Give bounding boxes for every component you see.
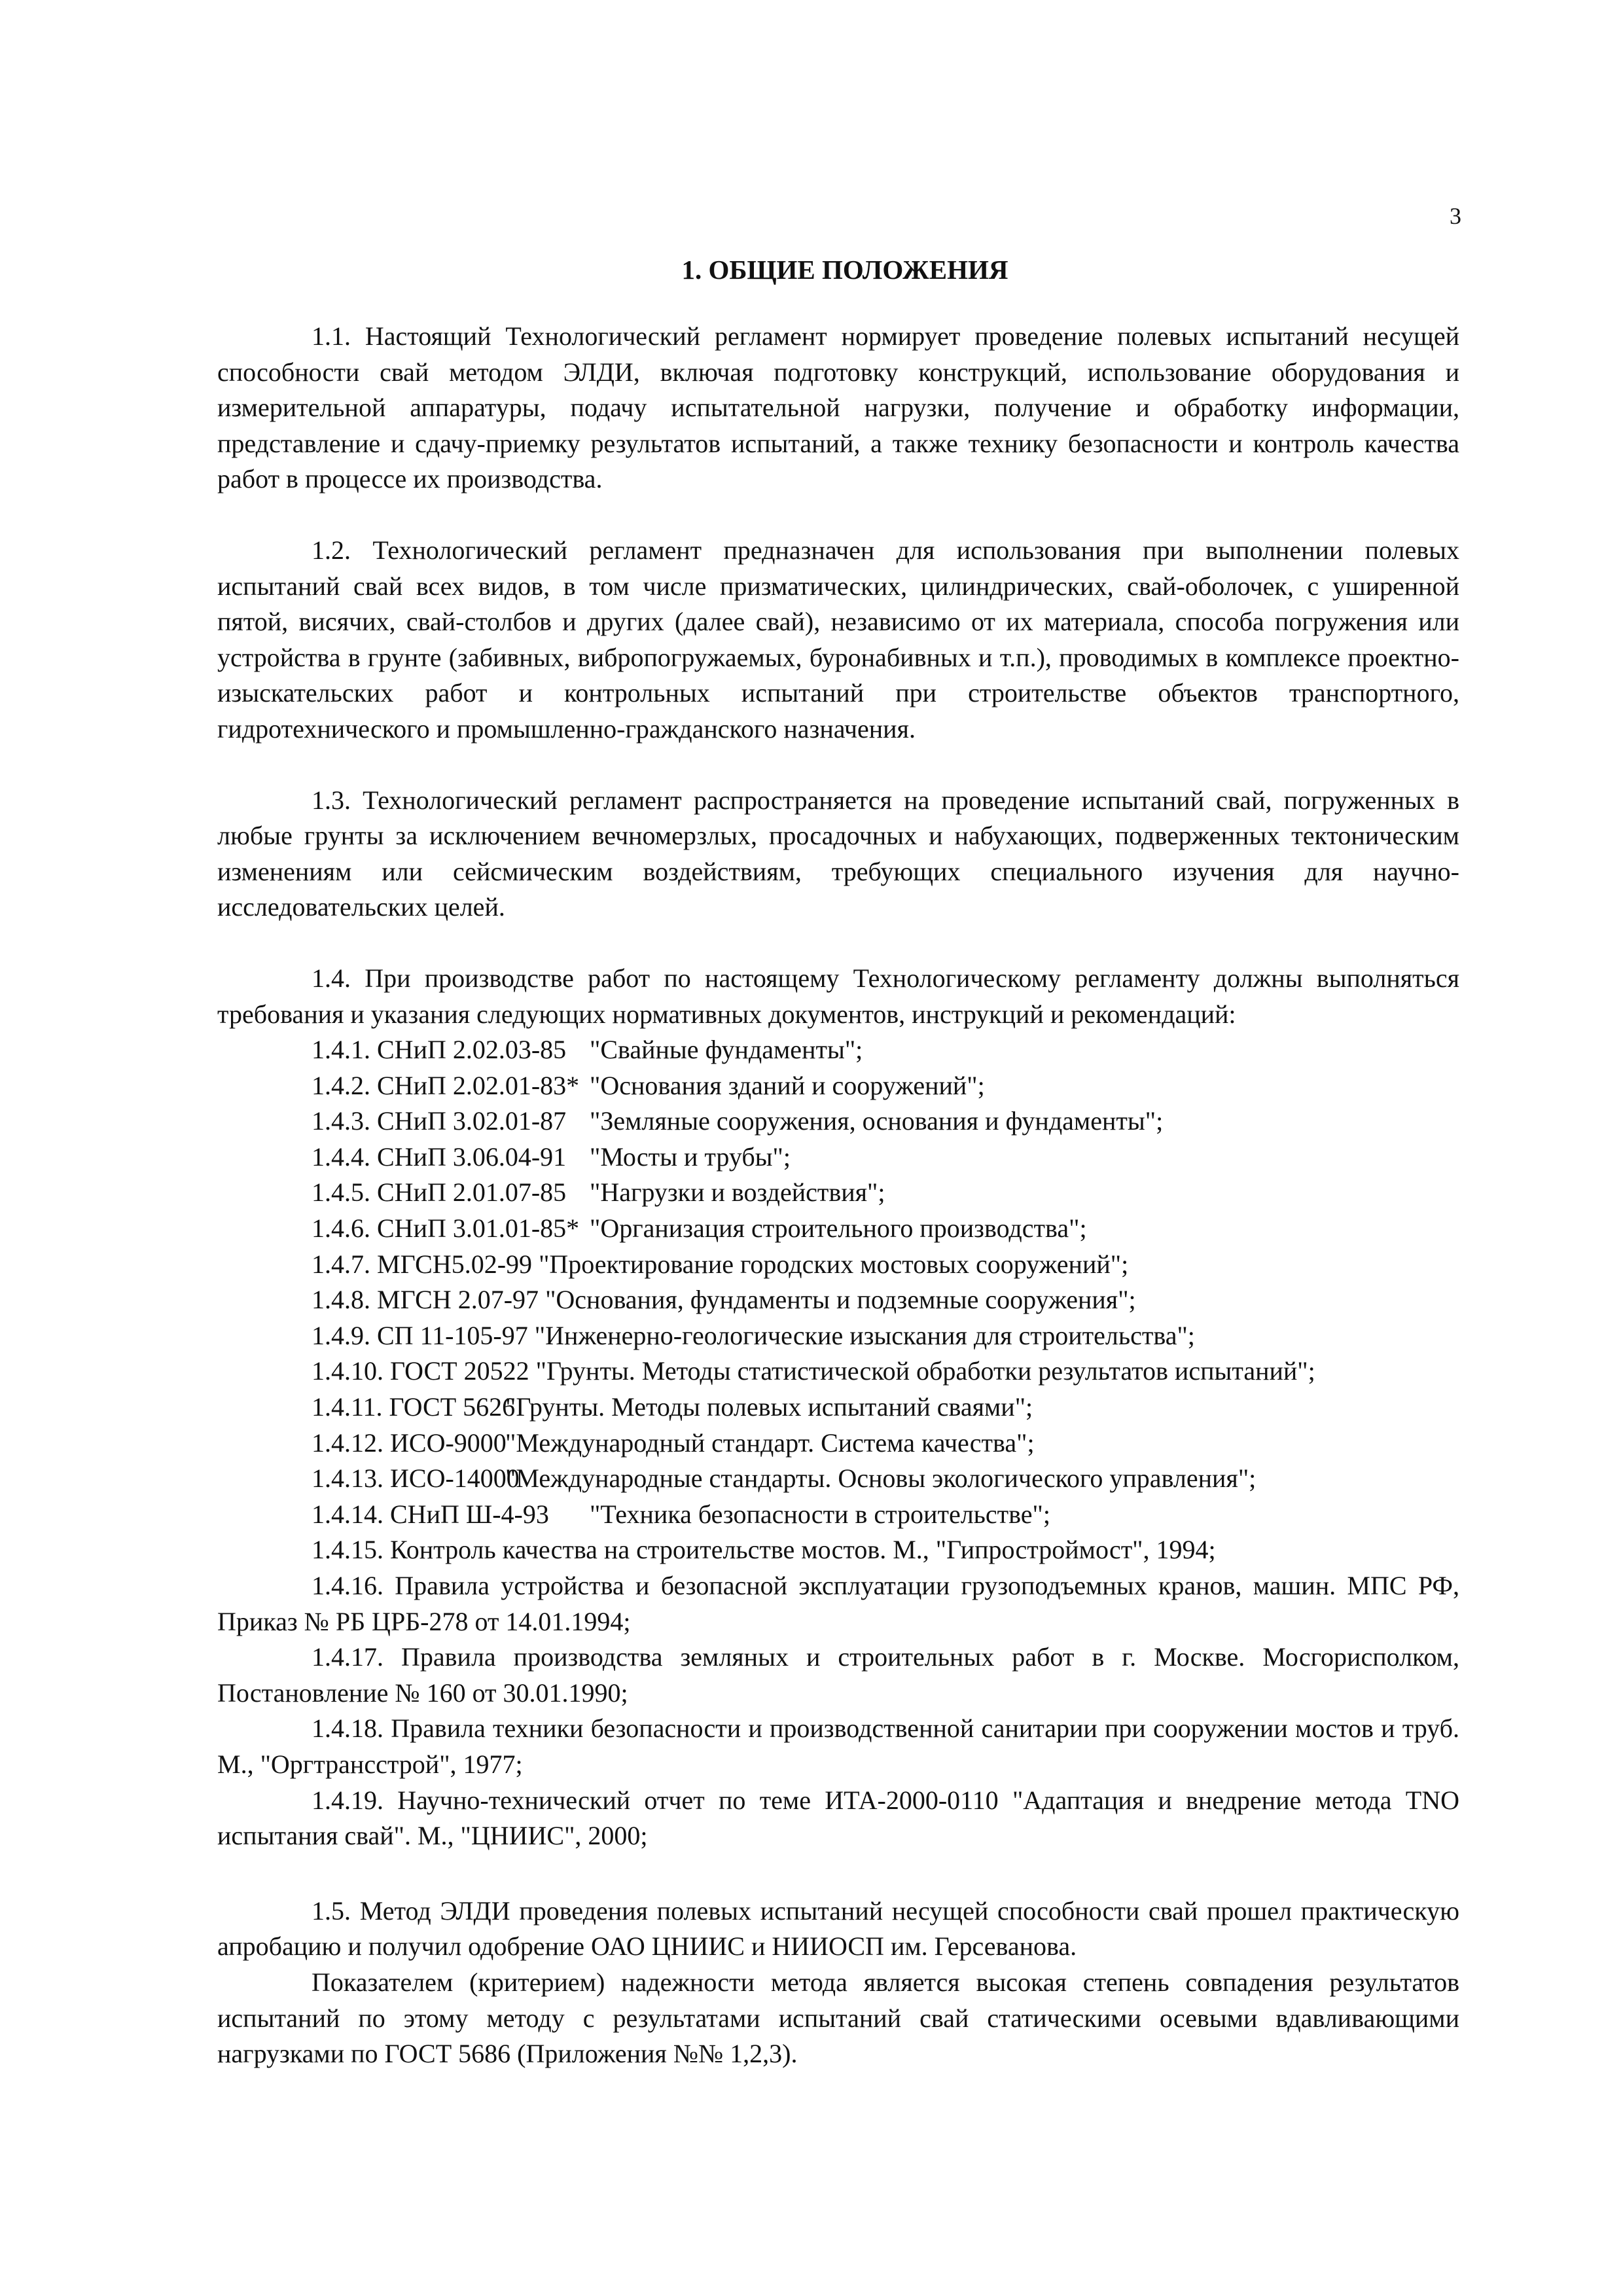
norm-title: "Основания зданий и сооружений"; <box>590 1070 985 1100</box>
norm-title: "Мосты и трубы"; <box>590 1141 791 1172</box>
norms-list <box>217 1032 1459 1532</box>
norm-code: 1.4.2. СНиП 2.02.01-83* <box>312 1070 580 1100</box>
document-body <box>217 252 1459 2072</box>
list-item <box>217 1318 1459 1354</box>
reference-1-4-17: 1.4.17. Правила производства земляных и строительных работ в г. Москве. Мосгорисполком, Постановление № 160 от 30.01.1990; <box>217 1642 1459 1708</box>
list-item <box>217 1103 1459 1139</box>
norm-code: 1.4.7. МГСН5.02-99 <box>312 1249 533 1279</box>
norm-code: 1.4.4. СНиП 3.06.04-91 <box>312 1141 567 1172</box>
list-item <box>217 1354 1459 1390</box>
norm-title: "Грунты. Методы статистической обработки результатов испытаний"; <box>535 1356 1315 1386</box>
paragraph-1-1: 1.1. Настоящий Технологический регламент нормирует проведение полевых испытаний несущей способности свай методом ЭЛДИ, включая подготовку конструкций, использование оборудования и измерительной аппаратуры, подачу испытательной нагрузки, получение и обработку информации, представление и сдачу-приемку результатов испытаний, а также технику безопасности и контроль качества работ в процессе их производства. <box>217 321 1459 494</box>
norm-title: "Земляные сооружения, основания и фундаменты"; <box>590 1106 1164 1136</box>
reference-1-4-19: 1.4.19. Научно-технический отчет по теме ИТА-2000-0110 "Адаптация и внедрение метода TNO испытания свай". М., "ЦНИИС", 2000; <box>217 1785 1459 1851</box>
list-item <box>217 1497 1459 1533</box>
list-item <box>217 1426 1459 1462</box>
section-heading: 1. ОБЩИЕ ПОЛОЖЕНИЯ <box>681 255 1008 285</box>
norm-code: 1.4.5. СНиП 2.01.07-85 <box>312 1177 567 1208</box>
norm-title: "Инженерно-геологические изыскания для строительства"; <box>534 1320 1195 1350</box>
norm-code: 1.4.11. ГОСТ 5626 <box>312 1392 516 1422</box>
norm-code: 1.4.6. СНиП 3.01.01-85* <box>312 1213 580 1244</box>
list-item <box>217 1211 1459 1247</box>
norm-title: "Основания, фундаменты и подземные сооружения"; <box>545 1285 1136 1315</box>
list-item <box>217 1068 1459 1104</box>
norm-title: "Грунты. Методы полевых испытаний сваями"; <box>505 1392 1033 1422</box>
norm-title: "Международные стандарты. Основы экологического управления"; <box>505 1463 1257 1494</box>
list-item <box>217 1247 1459 1283</box>
norm-code: 1.4.14. СНиП Ш-4-93 <box>312 1499 549 1529</box>
list-item <box>217 1032 1459 1068</box>
paragraph-1-4: 1.4. При производстве работ по настоящему Технологическому регламенту должны выполняться требования и указания следующих нормативных документов, инструкций и рекомендаций: <box>217 963 1459 1029</box>
norm-title: "Организация строительного производства"; <box>590 1213 1087 1244</box>
list-item <box>217 1461 1459 1497</box>
norm-code: 1.4.13. ИСО-14000 <box>312 1463 520 1494</box>
paragraph-1-3: 1.3. Технологический регламент распространяется на проведение испытаний свай, погруженных в любые грунты за исключением вечномерзлых, просадочных и набухающих, подверженных тектоническим изменениям или сейсмическим воздействиям, требующих специального изучения для научно-исследовательских целей. <box>217 785 1459 922</box>
list-item <box>217 1175 1459 1211</box>
page-number: 3 <box>1450 203 1461 229</box>
list-item <box>217 1282 1459 1318</box>
list-item <box>217 1390 1459 1426</box>
norm-title: "Техника безопасности в строительстве"; <box>590 1499 1050 1529</box>
reference-1-4-16: 1.4.16. Правила устройства и безопасной эксплуатации грузоподъемных кранов, машин. МПС РФ, Приказ № РБ ЦРБ-278 от 14.01.1994; <box>217 1571 1459 1636</box>
reference-1-4-15: 1.4.15. Контроль качества на строительстве мостов. М., "Гипростроймост", 1994; <box>312 1535 1216 1565</box>
norm-code: 1.4.9. СП 11-105-97 <box>312 1320 528 1350</box>
norm-code: 1.4.1. СНиП 2.02.03-85 <box>312 1035 567 1065</box>
reference-1-4-18: 1.4.18. Правила техники безопасности и производственной санитарии при сооружении мостов и труб. М., "Оргтрансстрой", 1977; <box>217 1713 1459 1779</box>
norm-code: 1.4.3. СНиП 3.02.01-87 <box>312 1106 567 1136</box>
paragraph-1-5-criterion: Показателем (критерием) надежности метода является высокая степень совпадения результатов испытаний по этому методу с результатами испытаний свай статическими осевыми вдавливающими нагрузками по ГОСТ 5686 (Приложения №№ 1,2,3). <box>217 1967 1459 2069</box>
paragraph-1-5: 1.5. Метод ЭЛДИ проведения полевых испытаний несущей способности свай прошел практическую апробацию и получил одобрение ОАО ЦНИИС и НИИОСП им. Герсеванова. <box>217 1895 1459 1962</box>
norm-code: 1.4.12. ИСО-9000 <box>312 1427 507 1458</box>
norm-title: "Нагрузки и воздействия"; <box>590 1177 885 1208</box>
norm-title: "Международный стандарт. Система качества"; <box>505 1427 1035 1458</box>
list-item <box>217 1139 1459 1175</box>
paragraph-1-2: 1.2. Технологический регламент предназначен для использования при выполнении полевых испытаний свай всех видов, в том числе призматических, цилиндрических, свай-оболочек, с уширенной пятой, висячих, свай-столбов и других (далее свай), независимо от их материала, способа погружения или устройства в грунте (забивных, вибропогружаемых, буронабивных и т.п.), проводимых в комплексе проектно-изыскательских работ и контрольных испытаний при строительстве объектов транспортного, гидротехнического и промышленно-гражданского назначения. <box>217 535 1459 744</box>
norm-title: "Проектирование городских мостовых сооружений"; <box>539 1249 1129 1279</box>
norm-code: 1.4.10. ГОСТ 20522 <box>312 1356 529 1386</box>
norm-title: "Свайные фундаменты"; <box>590 1035 863 1065</box>
norm-code: 1.4.8. МГСН 2.07-97 <box>312 1285 539 1315</box>
